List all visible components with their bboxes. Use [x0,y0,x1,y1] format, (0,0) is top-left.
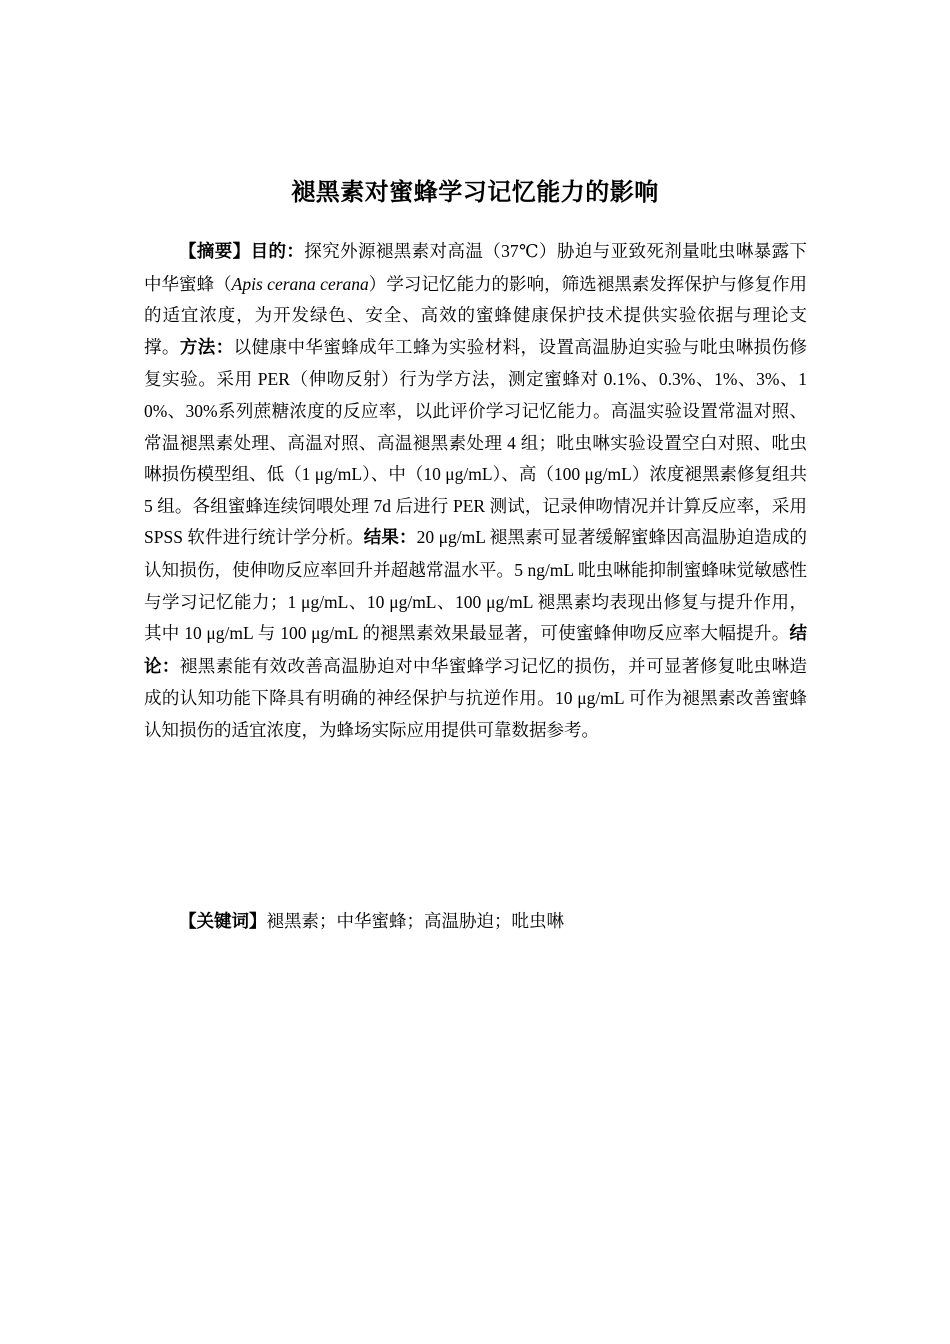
objective-label: 目的： [250,242,305,262]
methods-label: 方法： [179,337,234,358]
species-latin-name: Apis cerana cerana [231,273,369,294]
objective-text-2: ）学习记忆能力的影响，筛选褪黑素发挥保护与修复作用的适宜浓度，为开发绿色、安全、高效的蜜蜂健康保护技术提供实验依据与理论支撑。 [144,273,808,357]
keywords-label: 【关键词】 [179,912,267,932]
objective-text-1: 探究外源褪黑素对高温（37℃）胁迫与亚致死剂量吡虫啉暴露下中华蜜蜂（ [144,241,808,294]
results-text: 20 μg/mL 褪黑素可显著缓解蜜蜂因高温胁迫造成的认知损伤，使伸吻反应率回升并超越常温水平。5 ng/mL 吡虫啉能抑制蜜蜂味觉敏感性与学习记忆能力；1 μg/mL、10 μg/mL、100 μg/mL 褪黑素均表现出修复与提升作用，其中 10 μg/mL 与 100 μg/mL 的褪黑素效果最显著，可使蜜蜂伸吻反应率大幅提升。 [144,527,807,644]
keywords-text: 褪黑素；中华蜜蜂；高温胁迫；吡虫啉 [266,911,564,931]
conclusion-text: 褪黑素能有效改善高温胁迫对中华蜜蜂学习记忆的损伤，并可显著修复吡虫啉造成的认知功能下降具有明确的神经保护与抗逆作用。10 μg/mL 可作为褪黑素改善蜜蜂认知损伤的适宜浓度，为蜂场实际应用提供可靠数据参考。 [144,655,808,740]
conclusion-label: 结论： [144,624,807,677]
methods-text: 以健康中华蜜蜂成年工蜂为实验材料，设置高温胁迫实验与吡虫啉损伤修复实验。采用 PER（伸吻反射）行为学方法，测定蜜蜂对 0.1%、0.3%、1%、3%、10%、30%系列蔗糖浓度的反应率，以此评价学习记忆能力。高温实验设置常温对照、常温褪黑素处理、高温对照、高温褪黑素处理 4 组；吡虫啉实验设置空白对照、吡虫啉损伤模型组、低（1 μg/mL）、中（10 μg/mL）、高（100 μg/mL）浓度褪黑素修复组共 5 组。各组蜜蜂连续饲喂处理 7d 后进行 PER 测试，记录伸吻情况并计算反应率，采用 SPSS 软件进行统计学分析。 [144,336,808,548]
abstract-paragraph [144,236,807,747]
document-title: 褪黑素对蜜蜂学习记忆能力的影响 [291,178,659,206]
keywords-paragraph [144,906,807,939]
results-label: 结果： [363,528,417,549]
abstract-label: 【摘要】 [179,242,251,262]
